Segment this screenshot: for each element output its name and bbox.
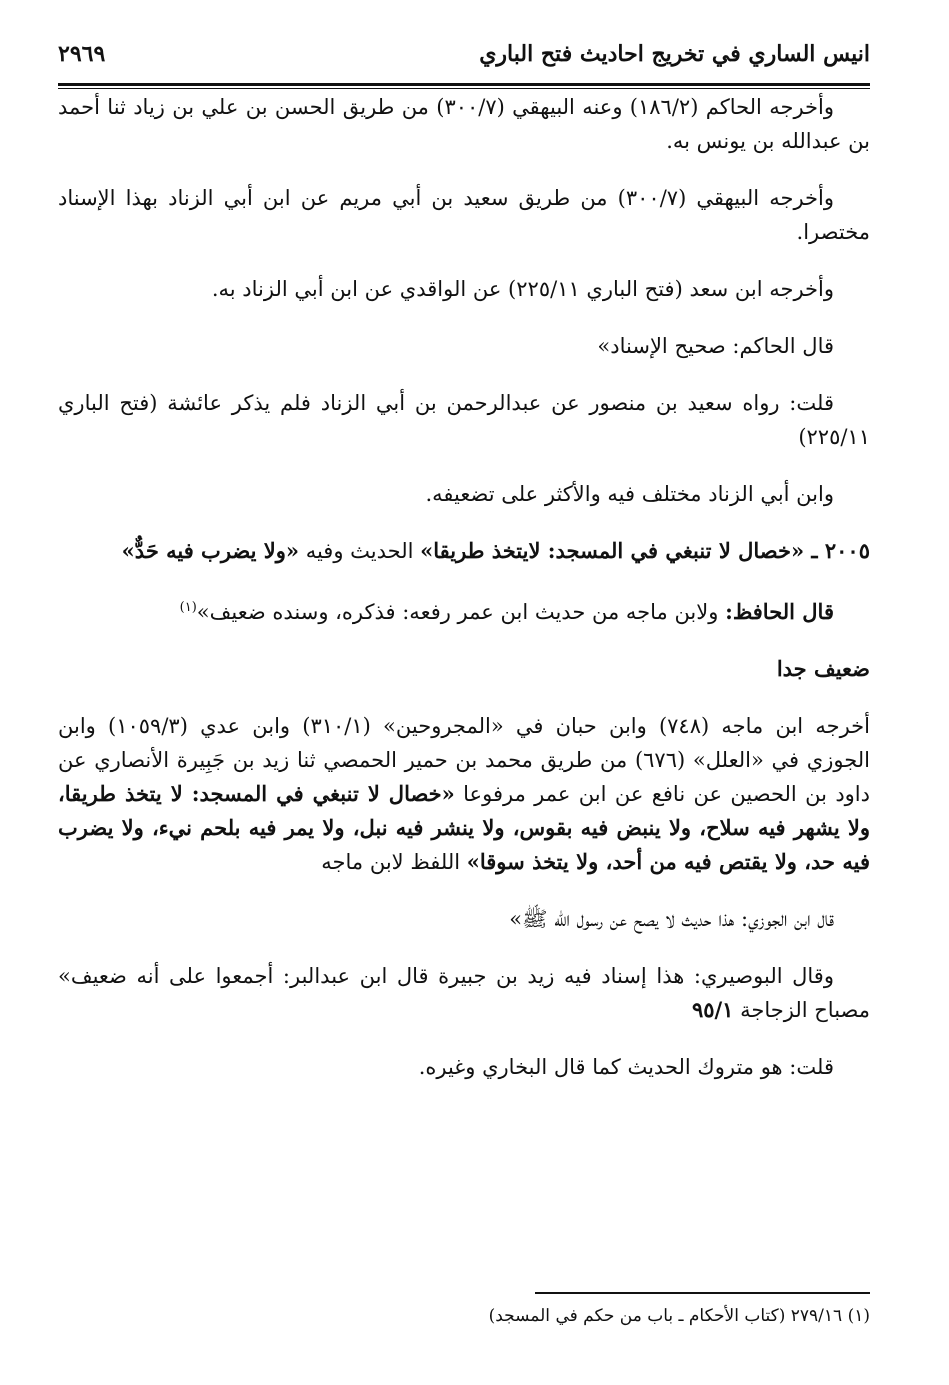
paragraph-hakim-verdict: قال الحاكم: صحيح الإسناد» <box>597 334 834 358</box>
paragraph-ibn-saad-takhrij: وأخرجه ابن سعد (فتح الباري ٢٢٥/١١) عن الواقدي عن ابن أبي الزناد به. <box>211 277 834 301</box>
paragraph-busiri <box>58 959 870 1027</box>
busiri-text: وقال البوصيري: هذا إسناد فيه زيد بن جبيرة قال ابن عبدالبر: أجمعوا على أنه ضعيف» مصباح الزجاجة <box>58 964 870 1022</box>
footnote-reference: (١) <box>179 600 197 615</box>
header-rule <box>58 83 870 89</box>
hadith-heading <box>58 534 870 568</box>
document-page <box>58 28 870 1358</box>
hadith-grading: ضعيف جدا <box>776 656 870 681</box>
paragraph-bayhaqi-takhrij: وأخرجه البيهقي (٣٠٠/٧) من طريق سعيد بن أبي مريم عن ابن أبي الزناد بهذا الإسناد مختصرا. <box>58 186 870 244</box>
page-header <box>58 38 870 74</box>
takhrij-wording-note: اللفظ لابن ماجه <box>321 850 467 874</box>
busiri-reference: ٩٥/١ <box>691 997 734 1022</box>
paragraph-hakim-takhrij: وأخرجه الحاكم (١٨٦/٢) وعنه البيهقي (٣٠٠/٧) من طريق الحسن بن علي بن زياد ثنا أحمد بن عبدالله بن يونس به. <box>58 95 870 153</box>
takhrij-paragraph <box>58 709 870 879</box>
takhrij-matn: «خصال لا تنبغي في المسجد: لا يتخذ طريقا، ولا يشهر فيه سلاح، ولا ينبض فيه بقوس، ولا ينشر فيه نبل، ولا يمر فيه بلحم نيء، ولا يضرب فيه حد، ولا يقتص فيه من أحد، ولا يتخذ سوقا» <box>58 781 870 874</box>
takhrij-sources: أخرجه ابن ماجه (٧٤٨) وابن حبان في «المجروحين» (٣١٠/١) وابن عدي (١٠٥٩/٣) وابن الجوزي في «العلل» (٦٧٦) من طريق محمد بن حمير الحمصي ثنا زيد بن جَبِيرة الأنصاري عن داود بن الحصين عن نافع عن ابن عمر مرفوعا <box>58 714 870 806</box>
page-number: ٢٩٦٩ <box>58 41 106 67</box>
footnote-1: (١) ٢٧٩/١٦ (كتاب الأحكام ـ باب من حكم في المسجد) <box>488 1306 870 1326</box>
paragraph-conclusion: قلت: هو متروك الحديث كما قال البخاري وغيره. <box>418 1055 834 1079</box>
hadith-tail: «ولا يضرب فيه حَدٌّ» <box>121 538 300 563</box>
paragraph-author-note: قلت: رواه سعيد بن منصور عن عبدالرحمن بن أبي الزناد فلم يذكر عائشة (فتح الباري ٢٢٥/١١) <box>58 391 870 449</box>
hadith-number-text: ٢٠٠٥ ـ «خصال لا تنبغي في المسجد: لايتخذ طريقا» <box>420 538 870 563</box>
hafiz-text: ولابن ماجه من حديث ابن عمر رفعه: فذكره، وسنده ضعيف» <box>196 600 726 624</box>
hafiz-label: قال الحافظ: <box>725 599 834 624</box>
paragraph-ibn-abi-zinad: وابن أبي الزناد مختلف فيه والأكثر على تضعيفه. <box>425 482 834 506</box>
hafiz-statement <box>58 591 870 629</box>
paragraph-ibn-jawzi: قال ابن الجوزي: هذا حديث لا يصح عن رسول الله ﷺ» <box>509 907 834 931</box>
footnote-separator <box>535 1292 870 1294</box>
hadith-middle: الحديث وفيه <box>299 539 421 563</box>
book-title: انيس الساري في تخريج احاديث فتح الباري <box>479 41 870 67</box>
page-body <box>58 90 870 1107</box>
